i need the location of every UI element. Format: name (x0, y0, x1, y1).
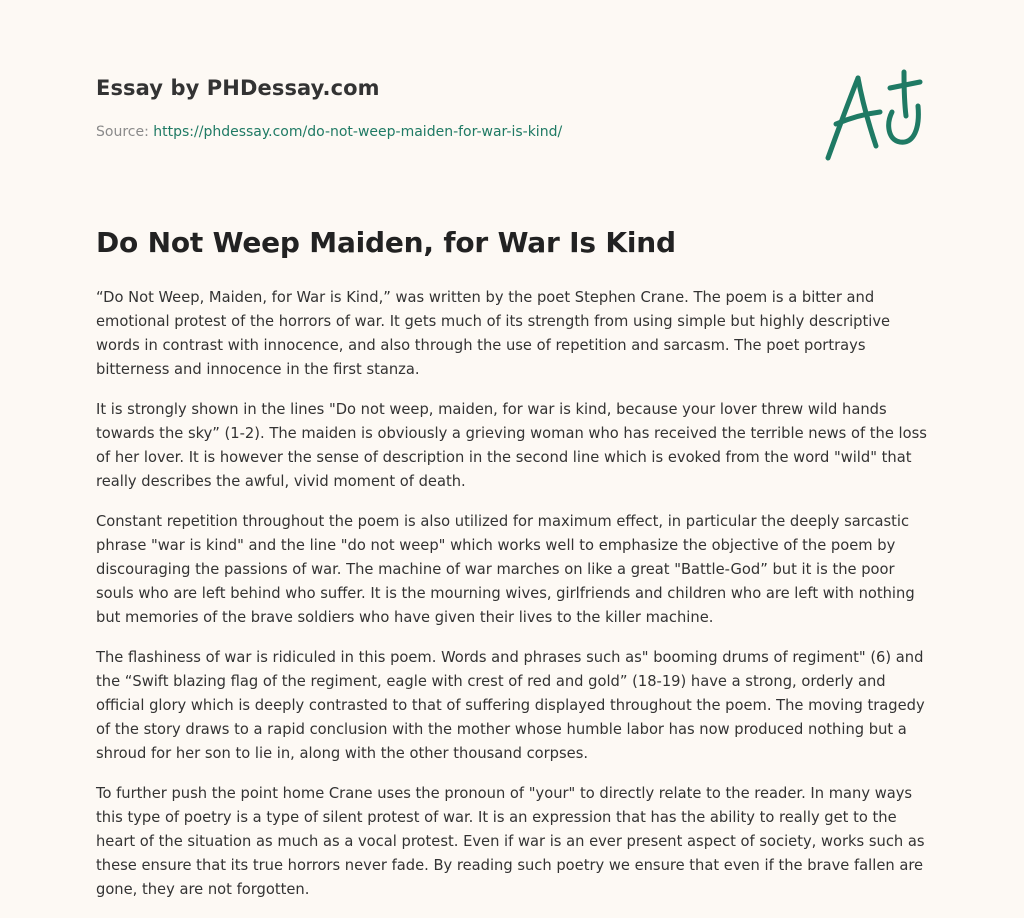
essay-paragraph: The flashiness of war is ridiculed in this poem. Words and phrases such as" booming drums of regiment" (6) and the “Swift blazing flag of the regiment, eagle with crest of red and gold” (18-19) have a strong, orderly and official glory which is deeply contrasted to that of suffering displayed throughout the poem. The moving tragedy of the story draws to a rapid conclusion with the mother whose humble labor has now produced nothing but a shroud for her son to lie in, along with the other thousand corpses. (96, 649, 925, 762)
source-label: Source: (96, 124, 154, 140)
essay-body (96, 286, 931, 918)
a-plus-grade-icon (822, 66, 928, 166)
essay-paragraph: It is strongly shown in the lines "Do not weep, maiden, for war is kind, because your lover threw wild hands towards the sky” (1-2). The maiden is obviously a grieving woman who has received the terrible news of the loss of her lover. It is however the sense of description in the second line which is evoked from the word "wild" that really describes the awful, vivid moment of death. (96, 401, 927, 490)
source-line (96, 124, 562, 140)
essay-paragraph: Constant repetition throughout the poem is also utilized for maximum effect, in particular the deeply sarcastic phrase "war is kind" and the line "do not weep" which works well to emphasize the objective of the poem by discouraging the passions of war. The machine of war marches on like a great "Battle-God” but it is the poor souls who are left behind who suffer. It is the mourning wives, girlfriends and children who are left with nothing but memories of the brave soldiers who have given their lives to the killer machine. (96, 513, 915, 626)
essay-paragraph: To further push the point home Crane uses the pronoun of "your" to directly relate to the reader. In many ways this type of poetry is a type of silent protest of war. It is an expression that has the ability to really get to the heart of the situation as much as a vocal protest. Even if war is an ever present aspect of society, works such as these ensure that its true horrors never fade. By reading such poetry we ensure that even if the brave fallen are gone, they are not forgotten. (96, 785, 925, 898)
essay-paragraph: “Do Not Weep, Maiden, for War is Kind,” was written by the poet Stephen Crane. The poem is a bitter and emotional protest of the horrors of war. It gets much of its strength from using simple but highly descriptive words in contrast with innocence, and also through the use of repetition and sarcasm. The poet portrays bitterness and innocence in the first stanza. (96, 289, 891, 378)
source-link[interactable]: https://phdessay.com/do-not-weep-maiden-for-war-is-kind/ (153, 124, 563, 140)
essay-title: Do Not Weep Maiden, for War Is Kind (96, 226, 676, 259)
brand-title: Essay by PHDessay.com (96, 76, 380, 100)
